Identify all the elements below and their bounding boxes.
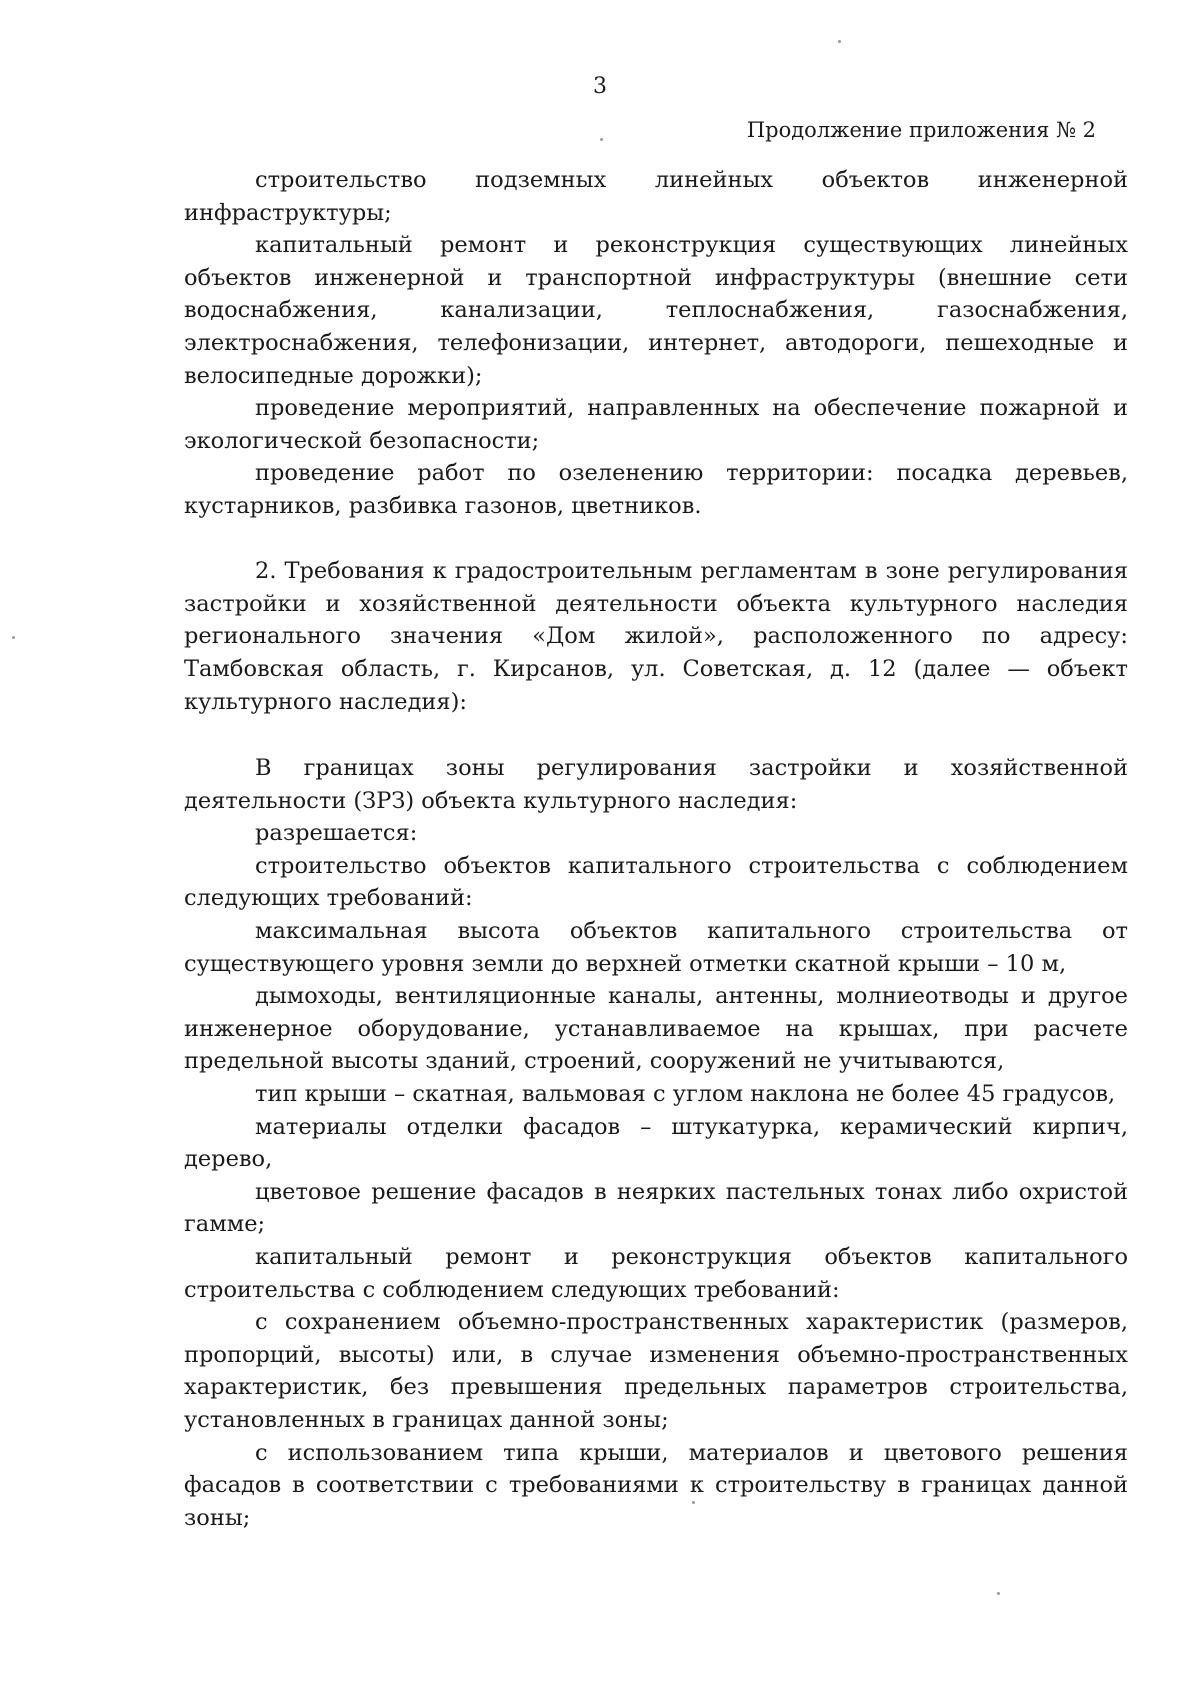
document-body xyxy=(184,164,1128,1534)
scan-speck xyxy=(838,40,841,43)
paragraph: с использованием типа крыши, материалов и цветового решения фасадов в соответствии с требованиями к строительству в границах данной зоны; xyxy=(184,1439,1128,1531)
paragraph: с сохранением объемно-пространственных характеристик (размеров, пропорций, высоты) или, в случае изменения объемно-пространственных характеристик, без превышения предельных параметров строительства, установленных в границах данной зоны; xyxy=(184,1309,1128,1433)
appendix-continuation-note: Продолжение приложения № 2 xyxy=(746,118,1096,142)
paragraph: В границах зоны регулирования застройки и хозяйственной деятельности (ЗРЗ) объекта культурного наследия: xyxy=(184,755,1128,814)
paragraph: строительство подземных линейных объектов инженерной инфраструктуры; xyxy=(184,167,1128,226)
paragraph: строительство объектов капитального строительства с соблюдением следующих требований: xyxy=(184,852,1128,912)
page-number: 3 xyxy=(593,74,607,99)
scan-speck xyxy=(600,138,603,141)
scan-speck xyxy=(692,1501,695,1504)
paragraph: цветовое решение фасадов в неярких пастельных тонах либо охристой гамме; xyxy=(184,1178,1128,1238)
scan-speck xyxy=(12,636,15,639)
paragraph: тип крыши – скатная, вальмовая с углом наклона не более 45 градусов, xyxy=(255,1081,1116,1108)
paragraph: проведение работ по озеленению территории: посадка деревьев, кустарников, разбивка газонов, цветников. xyxy=(184,460,1128,519)
paragraph: капитальный ремонт и реконструкция объектов капитального строительства с соблюдением следующих требований: xyxy=(184,1244,1128,1303)
paragraph: максимальная высота объектов капитального строительства от существующего уровня земли до верхней отметки скатной крыши – 10 м, xyxy=(184,918,1128,977)
paragraph: материалы отделки фасадов – штукатурка, керамический кирпич, дерево, xyxy=(184,1113,1128,1173)
paragraph: дымоходы, вентиляционные каналы, антенны, молниеотводы и другое инженерное оборудование, устанавливаемое на крышах, при расчете предельной высоты зданий, строений, сооружений не учитываются, xyxy=(184,983,1128,1075)
paragraph: разрешается: xyxy=(255,820,418,847)
section-2-heading-paragraph: 2. Требования к градостроительным регламентам в зоне регулирования застройки и хозяйственной деятельности объекта культурного наследия регионального значения «Дом жилой», расположенного по адресу: Тамбовская область, г. Кирсанов, ул. Советская, д. 12 (далее — объект культурного наследия): xyxy=(184,558,1128,715)
paragraph: проведение мероприятий, направленных на обеспечение пожарной и экологической безопасности; xyxy=(184,395,1128,454)
scan-speck xyxy=(997,1592,1000,1595)
paragraph: капитальный ремонт и реконструкция существующих линейных объектов инженерной и транспортной инфраструктуры (внешние сети водоснабжения, канализации, теплоснабжения, газоснабжения, электроснабжения, телефонизации, интернет, автодороги, пешеходные и велосипедные дорожки); xyxy=(184,232,1128,389)
